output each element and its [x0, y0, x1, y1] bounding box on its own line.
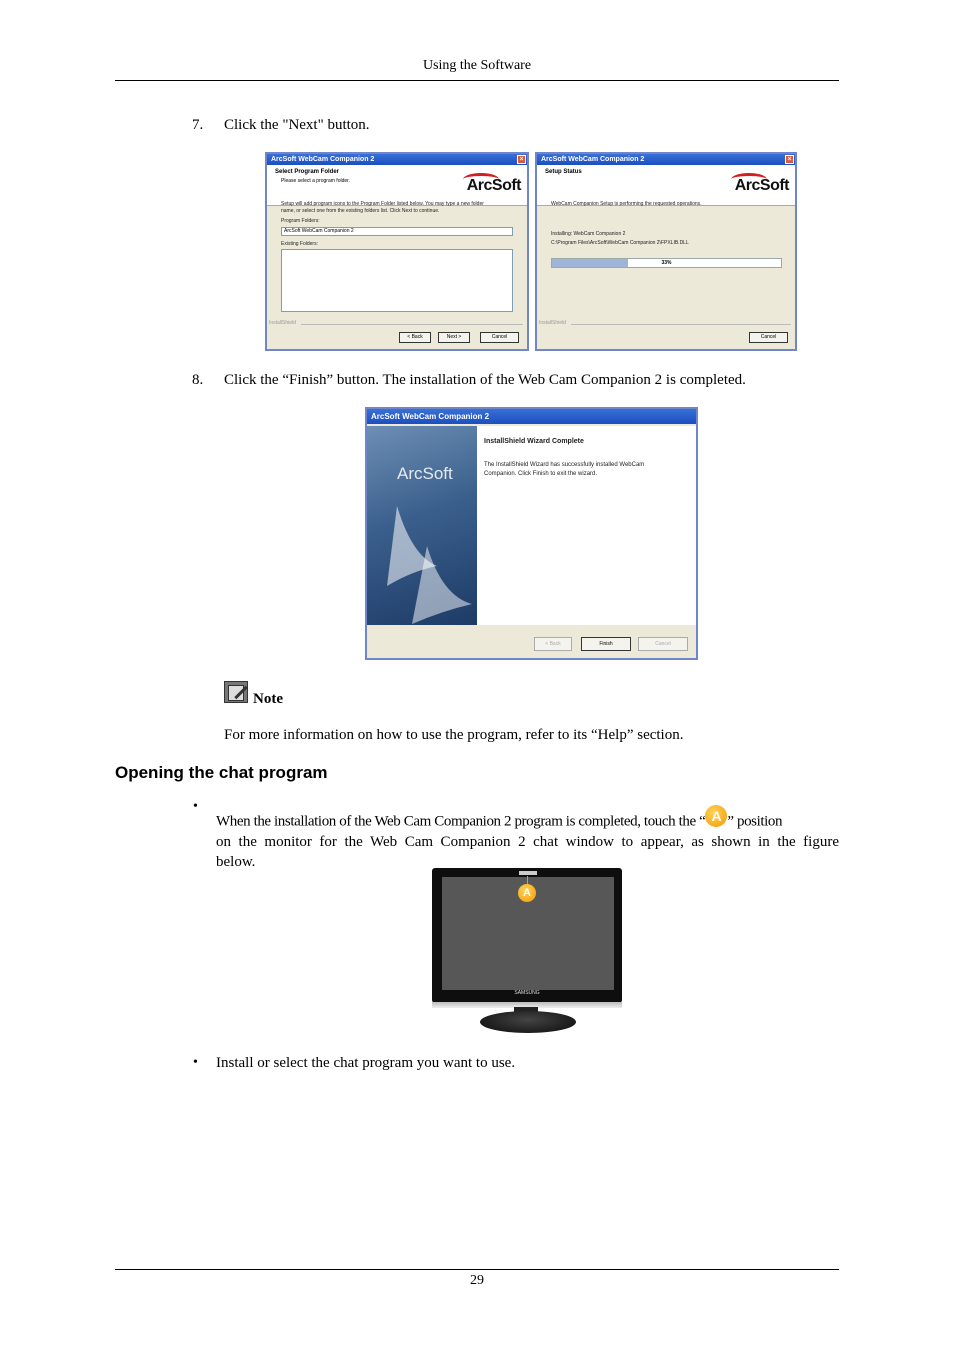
step-7-text: Click the "Next" button.	[224, 117, 370, 133]
window-description: Setup will add program icons to the Program Folder listed below. You may type a new folder name, or select one from the existing folders list. Click Next to continue.	[281, 201, 484, 214]
wizard-heading: InstallShield Wizard Complete	[484, 438, 584, 445]
window-title: ArcSoft WebCam Companion 2	[371, 412, 490, 421]
bullet-1-text	[216, 808, 839, 872]
installer-window-status	[535, 152, 797, 351]
bullet-icon: •	[193, 1055, 198, 1070]
step-8-text: Click the “Finish” button. The installation of the Web Cam Companion 2 is completed.	[224, 372, 746, 388]
window-heading: Select Program Folder	[275, 169, 340, 175]
cancel-button[interactable]: Cancel	[638, 637, 688, 651]
bullet-icon: •	[193, 799, 198, 814]
wizard-side-panel	[367, 426, 477, 625]
note-icon	[224, 681, 248, 703]
program-folder-input[interactable]: ArcSoft WebCam Companion 2	[281, 227, 513, 236]
close-icon[interactable]: ×	[517, 155, 526, 164]
arcsoft-logo: ArcSoft	[735, 177, 789, 195]
a-position-marker: A	[518, 884, 536, 902]
back-button[interactable]: < Back	[534, 637, 572, 651]
bullet-2-text: Install or select the chat program you want to use.	[216, 1055, 516, 1071]
step-8-number: 8.	[192, 372, 204, 388]
monitor-stand	[480, 1011, 576, 1033]
window-subheading: Please select a program folder.	[281, 178, 350, 184]
wizard-button-bar	[367, 625, 696, 658]
divider	[571, 324, 791, 325]
window-title: ArcSoft WebCam Companion 2	[271, 156, 375, 163]
cancel-button[interactable]: Cancel	[480, 332, 519, 343]
window-heading: Setup Status	[545, 169, 582, 175]
cancel-button[interactable]: Cancel	[749, 332, 788, 343]
next-button[interactable]: Next >	[438, 332, 470, 343]
bullet-1-line2: on the monitor for the Web Cam Companion 2 chat window to appear, as shown in the figure	[216, 834, 839, 850]
installing-label: Installing: WebCam Companion 2	[551, 231, 626, 237]
bullet-1-line3: below.	[216, 853, 256, 870]
window-header	[267, 165, 527, 206]
finish-button[interactable]: Finish	[581, 637, 631, 651]
note-label: Note	[253, 691, 283, 707]
window-titlebar	[367, 409, 696, 424]
back-button[interactable]: < Back	[399, 332, 431, 343]
arcsoft-logo: ArcSoft	[397, 464, 453, 483]
webcam	[519, 871, 537, 875]
page-header: Using the Software	[422, 58, 532, 73]
section-title: Opening the chat program	[115, 763, 328, 782]
window-title: ArcSoft WebCam Companion 2	[541, 156, 645, 163]
progress-bar	[551, 258, 782, 268]
window-description: WebCam Companion Setup is performing the requested operations.	[551, 201, 702, 207]
note-text: For more information on how to use the program, refer to its “Help” section.	[224, 727, 684, 743]
existing-folders-list[interactable]	[281, 249, 513, 312]
window-titlebar	[267, 154, 527, 165]
bullet-1-line1: When the installation of the Web Cam Companion 2 program is completed, touch the “ A ” position	[216, 811, 839, 833]
monitor-brand: SAMSUNG	[514, 990, 540, 996]
sail-graphic	[367, 486, 477, 625]
installing-path: C:\Program Files\ArcSoft\WebCam Companion 2\FPXLIB.DLL	[551, 240, 689, 246]
progress-text: 33%	[661, 260, 672, 266]
window-titlebar	[537, 154, 795, 165]
installshield-label: InstallShield	[269, 320, 296, 326]
wizard-content	[477, 426, 696, 625]
header-rule	[115, 80, 839, 81]
a-position-icon: A	[705, 805, 727, 827]
page-number: 29	[470, 1273, 484, 1288]
installer-window-finish	[365, 407, 698, 660]
step-7-number: 7.	[192, 117, 204, 133]
installer-window-folder	[265, 152, 529, 351]
window-header	[537, 165, 795, 206]
installshield-label: InstallShield	[539, 320, 566, 326]
close-icon[interactable]: ×	[785, 155, 794, 164]
program-folders-label: Program Folders:	[281, 218, 320, 224]
wizard-text: The InstallShield Wizard has successfully installed WebCam Companion. Click Finish to exit the wizard.	[484, 462, 645, 477]
footer-rule	[115, 1269, 839, 1270]
arcsoft-logo: ArcSoft	[467, 177, 521, 195]
existing-folders-label: Existing Folders:	[281, 241, 318, 247]
divider	[301, 324, 523, 325]
